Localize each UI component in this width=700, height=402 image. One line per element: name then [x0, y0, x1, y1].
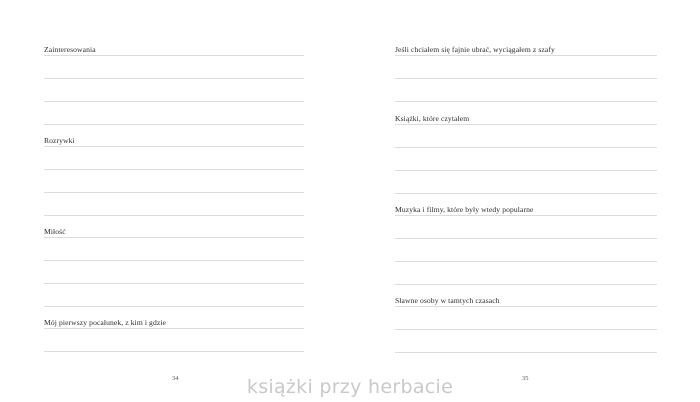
section-entertainment [44, 136, 304, 216]
section-wardrobe [395, 45, 657, 102]
section-famous-people [395, 296, 657, 353]
writing-line [395, 238, 657, 239]
section-heading: Miłość [44, 227, 66, 236]
writing-line [395, 170, 657, 171]
writing-line [395, 329, 657, 330]
writing-line [44, 283, 304, 284]
section-interests [44, 45, 304, 125]
writing-line [395, 261, 657, 262]
section-music-films [395, 205, 657, 285]
writing-line [395, 352, 657, 353]
writing-line [395, 147, 657, 148]
section-heading: Muzyka i filmy, które były wtedy popularne [395, 205, 534, 214]
right-page [350, 0, 700, 402]
writing-line [395, 124, 657, 125]
section-first-kiss [44, 318, 304, 352]
writing-line [395, 306, 657, 307]
section-heading: Książki, które czytałem [395, 114, 470, 123]
page-number: 34 [172, 375, 179, 382]
section-heading: Mój pierwszy pocałunek, z kim i gdzie [44, 318, 167, 327]
writing-line [44, 192, 304, 193]
writing-line [44, 351, 304, 352]
writing-line [44, 215, 304, 216]
writing-line [395, 193, 657, 194]
writing-line [44, 78, 304, 79]
writing-line [44, 169, 304, 170]
writing-line [395, 78, 657, 79]
writing-line [44, 260, 304, 261]
section-heading: Rozrywki [44, 136, 75, 145]
writing-line [44, 55, 304, 56]
writing-line [44, 146, 304, 147]
page-number: 35 [522, 375, 529, 382]
writing-line [44, 237, 304, 238]
writing-line [395, 101, 657, 102]
watermark: książki przy herbacie [246, 376, 454, 398]
section-books [395, 114, 657, 194]
writing-line [44, 306, 304, 307]
section-heading: Jeśli chciałem się fajnie ubrać, wyciągałem z szafy [395, 45, 555, 54]
writing-line [44, 328, 304, 329]
section-heading: Zainteresowania [44, 45, 96, 54]
section-love [44, 227, 304, 307]
writing-line [44, 101, 304, 102]
writing-line [395, 55, 657, 56]
writing-line [44, 124, 304, 125]
section-heading: Sławne osoby w tamtych czasach [395, 296, 500, 305]
writing-line [395, 284, 657, 285]
writing-line [395, 215, 657, 216]
